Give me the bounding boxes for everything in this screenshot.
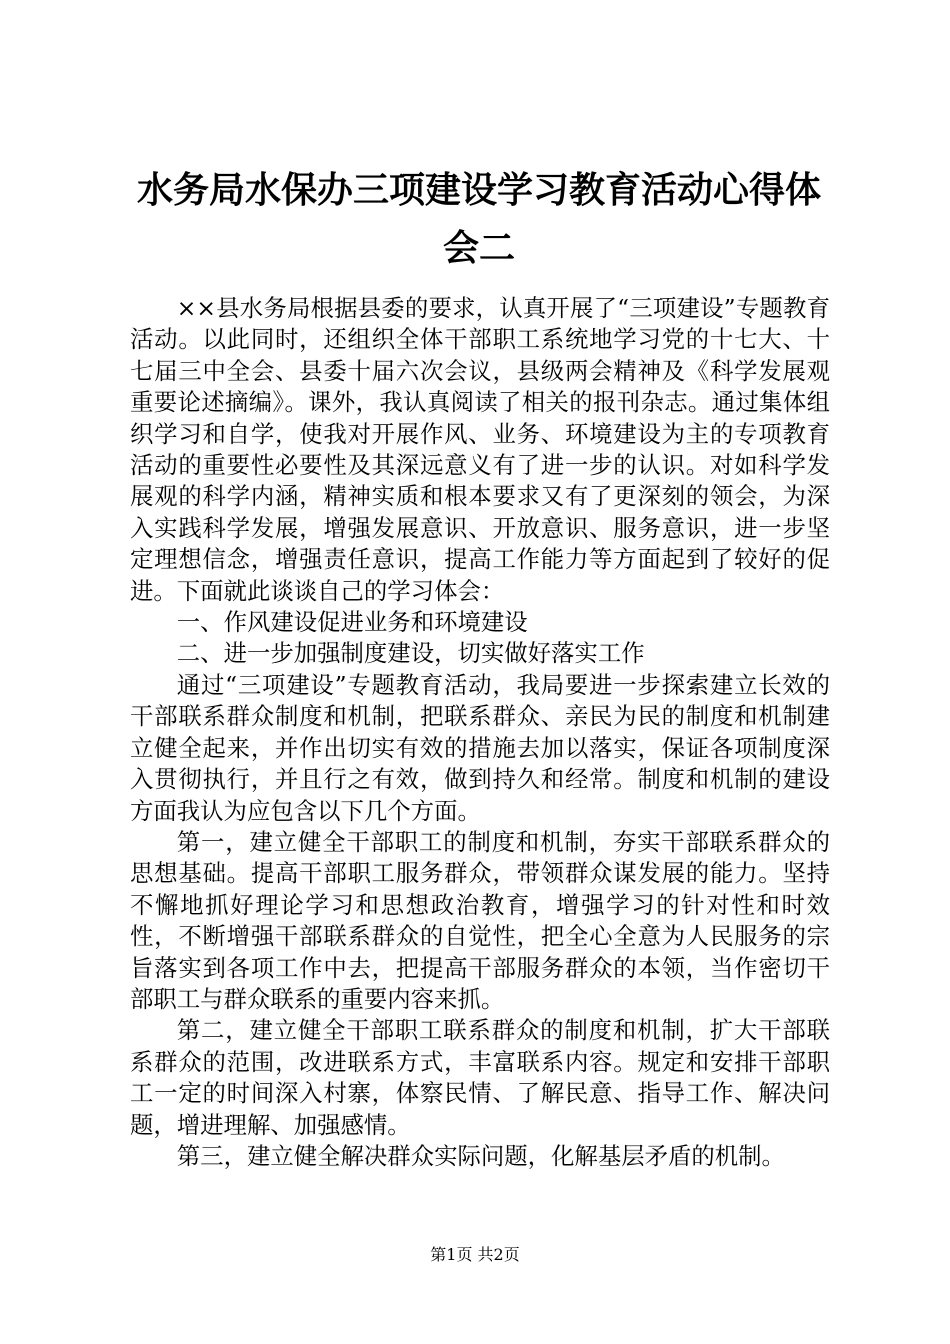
paragraph-mechanism: 通过“三项建设”专题教育活动，我局要进一步探索建立长效的干部联系群众制度和机制，把联系群众、亲民为民的制度和机制建立健全起来，并作出切实有效的措施去加以落实，保证各项制度深入贯彻执行，并且行之有效，做到持久和经常。制度和机制的建设方面我认为应包含以下几个方面。: [130, 670, 830, 825]
heading-section-1: 一、作风建设促进业务和环境建设: [176, 608, 528, 637]
page-footer: 第1页 共2页: [430, 1245, 520, 1264]
paragraph-intro: ××县水务局根据县委的要求，认真开展了“三项建设”专题教育活动。以此同时，还组织全体干部职工系统地学习党的十七大、十七届三中全会、县委十届六次会议，县级两会精神及《科学发展观重要论述摘编》。课外，我认真阅读了相关的报刊杂志。通过集体组织学习和自学，使我对开展作风、业务、环境建设为主的专项教育活动的重要性必要性及其深远意义有了进一步的认识。对如科学发展观的科学内涵，精神实质和根本要求又有了更深刻的领会，为深入实践科学发展，增强发展意识、开放意识、服务意识，进一步坚定理想信念，增强责任意识，提高工作能力等方面起到了较好的促进。下面就此谈谈自己的学习体会：: [130, 294, 830, 605]
heading-section-2: 二、进一步加强制度建设，切实做好落实工作: [176, 639, 645, 668]
document-body: [130, 293, 830, 1172]
paragraph-second: 第二，建立健全干部职工联系群众的制度和机制，扩大干部联系群众的范围，改进联系方式，丰富联系内容。规定和安排干部职工一定的时间深入村寨，体察民情、了解民意、指导工作、解决问题，增进理解、加强感情。: [130, 1016, 830, 1139]
paragraph-third: 第三，建立健全解决群众实际问题，化解基层矛盾的机制。: [176, 1141, 785, 1170]
document-title: 水务局水保办三项建设学习教育活动心得体会二: [136, 169, 821, 269]
paragraph-first: 第一，建立健全干部职工的制度和机制，夯实干部联系群众的思想基础。提高干部职工服务群众，带领群众谋发展的能力。坚持不懈地抓好理论学习和思想政治教育，增强学习的针对性和时效性，不断增强干部联系群众的自觉性，把全心全意为人民服务的宗旨落实到各项工作中去，把提高干部服务群众的本领，当作密切干部职工与群众联系的重要内容来抓。: [130, 827, 830, 1013]
